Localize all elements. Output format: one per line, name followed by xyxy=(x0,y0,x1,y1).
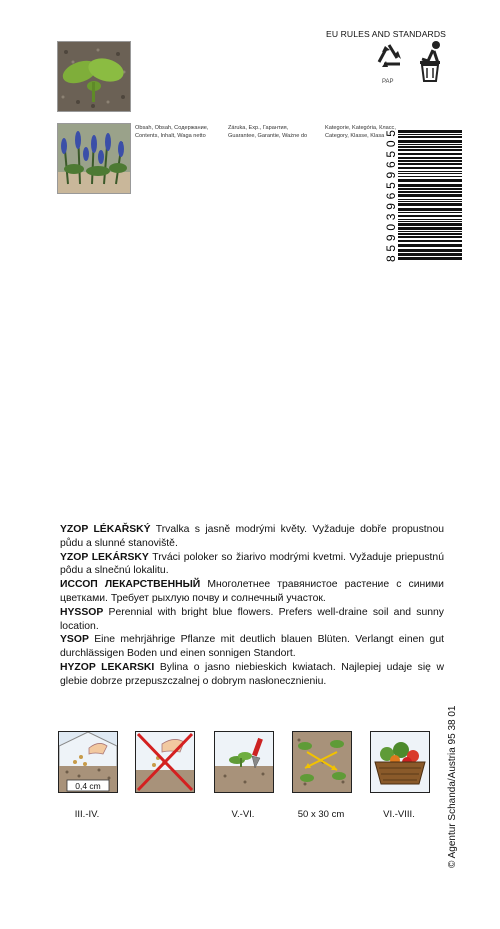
barcode-bar xyxy=(398,167,462,169)
barcode-bar xyxy=(398,173,462,174)
sowing-months-label: III.-IV. xyxy=(74,809,100,820)
eu-rules-title: EU RULES AND STANDARDS xyxy=(326,29,446,39)
plant-name: YZOP LÉKAŘSKÝ xyxy=(60,524,151,535)
barcode-bar xyxy=(398,163,462,165)
pap-label: PAP xyxy=(382,79,394,85)
description-block xyxy=(60,523,444,689)
barcode-bar xyxy=(398,203,462,206)
barcode-bar xyxy=(398,140,462,143)
barcode-bar xyxy=(398,233,462,235)
barcode-bar xyxy=(398,179,462,182)
barcode-bar xyxy=(398,157,462,159)
transplant-months-label: V.-VI. xyxy=(231,809,255,820)
barcode-bar xyxy=(398,221,462,222)
plant-name: ИССОП ЛЕКАРСТВЕННЫЙ xyxy=(60,579,201,591)
barcode-bar xyxy=(398,160,462,162)
plant-description: Многолетнее травянистое растение с синими цветками. Требует рыхлую почву и солнечный участок. xyxy=(60,579,444,604)
spacing-icon xyxy=(292,731,352,793)
barcode-digits: 8590396596505 xyxy=(384,130,398,262)
barcode-bar xyxy=(398,153,462,155)
transplant-icon xyxy=(214,731,274,793)
barcode-bar xyxy=(398,146,462,148)
plant-description: Eine mehrjährige Pflanze mit deutlich blauen Blüten. Verlangt einen gut durchlässigen Boden und einen sonnigen Standort. xyxy=(60,634,444,660)
recycle-icon xyxy=(371,40,407,76)
plant-name: HYSSOP xyxy=(60,606,104,618)
barcode-bar xyxy=(398,227,462,230)
sowing-depth-value: 0,4 cm xyxy=(75,781,101,791)
barcode-bar xyxy=(398,199,462,200)
no-direct-sowing-icon xyxy=(135,731,195,793)
barcode-bar xyxy=(398,249,462,252)
harvest-basket-icon xyxy=(370,731,430,793)
barcode-bar xyxy=(398,223,462,226)
barcode-bar xyxy=(398,236,462,238)
description-paragraph xyxy=(60,523,444,551)
description-paragraph xyxy=(60,633,444,661)
storage-notice xyxy=(0,105,40,865)
plant-name: YZOP LEKÁRSKY xyxy=(60,551,149,563)
bin-disposal-icon xyxy=(414,39,448,83)
barcode-bar xyxy=(398,184,462,187)
harvest-months-label: VI.-VIII. xyxy=(383,809,415,820)
description-paragraph xyxy=(60,578,444,606)
barcode-bar xyxy=(398,201,462,202)
barcode-bar xyxy=(398,144,462,145)
contents-label: Obsah, Obsah, Содержание, Contents, Inhalt, Waga netto xyxy=(135,125,209,139)
barcode-bar xyxy=(398,253,462,256)
barcode-bar xyxy=(398,188,462,190)
barcode-bar xyxy=(398,244,462,247)
barcode-bar xyxy=(398,231,462,232)
plant-name: HYZOP LEKARSKI xyxy=(60,661,155,673)
flower-photo xyxy=(57,123,131,194)
category-label: Kategorie, Kategória, Класс, Category, Klasse, Klasa xyxy=(325,125,396,139)
barcode-bar xyxy=(398,191,462,193)
barcode-bar xyxy=(398,149,462,151)
barcode-bar xyxy=(398,194,462,197)
seedling-photo xyxy=(57,41,131,112)
sowing-depth-icon xyxy=(58,731,118,793)
description-paragraph xyxy=(60,606,444,634)
copyright-credit: © Agentur Schanda/Austria 95 38 01 xyxy=(447,705,458,868)
barcode-bar xyxy=(398,130,462,133)
barcode-bar xyxy=(398,219,462,220)
guarantee-label: Záruka, Exp., Гарантия, Guarantee, Garantie, Ważne do xyxy=(228,125,308,139)
barcode-bar xyxy=(398,171,462,172)
plant-description: Trváci poloker so žiarivo modrými kvetmi. Vyžaduje priepustnú pôdu a slnečnú lokalitu. xyxy=(60,551,444,577)
plant-description: Trvalka s jasně modrými květy. Vyžaduje dobře propustnou půdu a slunné stanoviště. xyxy=(60,524,444,549)
barcode-bar xyxy=(398,240,462,242)
barcode-bar xyxy=(398,257,462,260)
barcode-bar xyxy=(398,215,462,217)
barcode-bar xyxy=(398,212,462,213)
description-paragraph xyxy=(60,551,444,579)
spacing-label: 50 x 30 cm xyxy=(297,809,345,820)
plant-description: Perennial with bright blue flowers. Prefers well-draine soil and sunny location. xyxy=(60,606,444,632)
barcode-bar xyxy=(398,208,462,211)
description-paragraph xyxy=(60,661,444,689)
plant-description: Bylina o jasno niebieskich kwiatach. Najlepiej udaje się w glebie dobrze przepuszczalnej o dobrym nasłonecznieniu. xyxy=(60,661,444,687)
plant-name: YSOP xyxy=(60,634,89,646)
barcode xyxy=(384,128,464,264)
barcode-bar xyxy=(398,136,462,138)
barcode-bar xyxy=(398,176,462,177)
barcode-bar xyxy=(398,134,462,135)
